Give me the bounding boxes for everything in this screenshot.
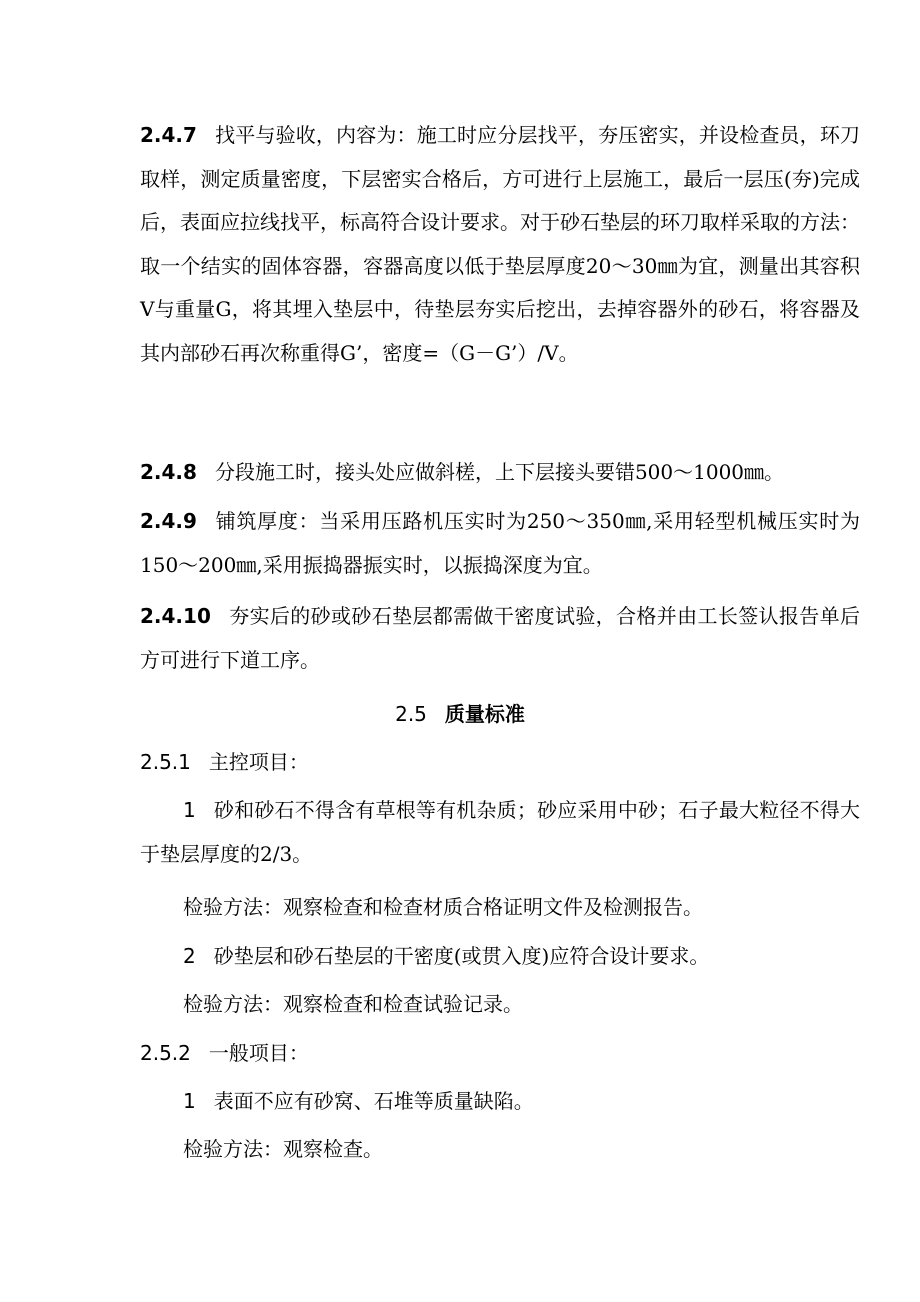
section-number: 2.5 — [395, 702, 427, 726]
general-item-1-method — [183, 1128, 860, 1172]
main-item-2 — [183, 935, 860, 979]
section-title: 质量标准 — [444, 702, 525, 726]
clause-text: 分段施工时，接头处应做斜槎，上下层接头要错500～1000㎜。 — [214, 460, 785, 484]
item-text: 砂和砂石不得含有草根等有机杂质；砂应采用中砂；石子最大粒径不得大于垫层厚度的2/3。 — [140, 798, 860, 866]
clause-number: 2.4.8 — [140, 460, 197, 484]
item-text: 砂垫层和砂石垫层的干密度(或贯入度)应符合设计要求。 — [213, 944, 710, 968]
item-number: 2 — [183, 944, 196, 968]
main-item-1 — [140, 789, 860, 876]
main-item-1-method — [183, 886, 860, 930]
clause-2-5-1 — [140, 741, 860, 785]
clause-label: 一般项目： — [208, 1041, 309, 1065]
clause-2-5-2 — [140, 1032, 860, 1076]
clause-number: 2.4.7 — [140, 123, 197, 147]
clause-number: 2.5.1 — [140, 750, 191, 774]
section-heading-2-5 — [0, 693, 920, 737]
main-item-2-method — [183, 983, 860, 1027]
clause-number: 2.4.10 — [140, 604, 211, 628]
inspection-method: 检验方法：观察检查和检查材质合格证明文件及检测报告。 — [183, 895, 703, 919]
clause-2-4-10 — [140, 595, 860, 682]
clause-number: 2.5.2 — [140, 1041, 191, 1065]
clause-text: 找平与验收，内容为：施工时应分层找平，夯压密实，并设检查员，环刀取样，测定质量密度，下层密实合格后，方可进行上层施工，最后一层压(夯)完成后，表面应拉线找平，标高符合设计要求。对于砂石垫层的环刀取样采取的方法：取一个结实的固体容器，容器高度以低于垫层厚度20～30㎜为宜，测量出其容积V与重量G，将其埋入垫层中，待垫层夯实后挖出，去掉容器外的砂石，将容器及其内部砂石再次称重得G’，密度=（G－G’）/V。 — [140, 123, 860, 365]
item-number: 1 — [183, 1089, 196, 1113]
item-number: 1 — [183, 798, 196, 822]
clause-text: 夯实后的砂或砂石垫层都需做干密度试验，合格并由工长签认报告单后方可进行下道工序。 — [140, 604, 860, 672]
clause-2-4-9 — [140, 500, 860, 587]
clause-text: 铺筑厚度：当采用压路机压实时为250～350㎜,采用轻型机械压实时为150～200㎜,采用振捣器振实时，以振捣深度为宜。 — [140, 509, 860, 577]
item-text: 表面不应有砂窝、石堆等质量缺陷。 — [213, 1089, 534, 1113]
clause-2-4-7 — [140, 114, 860, 375]
clause-2-4-8 — [140, 451, 860, 495]
general-item-1 — [183, 1080, 860, 1124]
inspection-method: 检验方法：观察检查和检查试验记录。 — [183, 992, 523, 1016]
clause-label: 主控项目： — [208, 750, 309, 774]
inspection-method: 检验方法：观察检查。 — [183, 1137, 383, 1161]
clause-number: 2.4.9 — [140, 509, 197, 533]
